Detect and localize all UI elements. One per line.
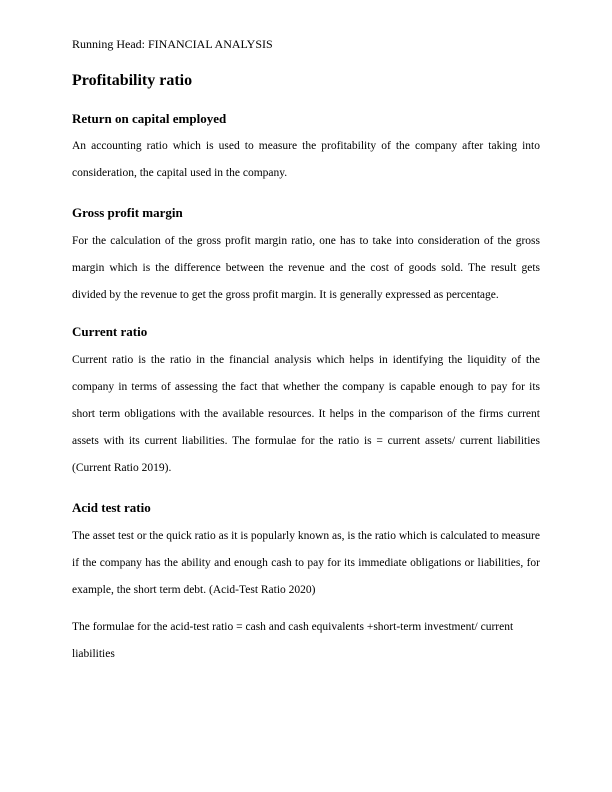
heading-current-ratio: Current ratio xyxy=(72,324,148,339)
paragraph-gross-profit-margin: For the calculation of the gross profit margin ratio, one has to take into consideration of the gross margin which is the difference between the revenue and the cost of goods sold. The result gets divided by the revenue to get the gross profit margin. It is generally expressed as percentage. xyxy=(72,235,540,301)
heading-return-on-capital-employed: Return on capital employed xyxy=(72,111,227,126)
heading-gross-profit-margin: Gross profit margin xyxy=(72,205,183,220)
paragraph-current-ratio: Current ratio is the ratio in the financial analysis which helps in identifying the liquidity of the company in terms of assessing the fact that whether the company is capable enough to pay for its short term obligations with the available resources. It helps in the comparison of the firms current assets with its current liabilities. The formulae for the ratio is = current assets/ current liabilities (Current Ratio 2019). xyxy=(72,354,540,474)
page-title: Profitability ratio xyxy=(72,72,193,89)
paragraph-return-on-capital-employed: An accounting ratio which is used to measure the profitability of the company after taking into consideration, the capital used in the company. xyxy=(72,140,540,179)
paragraph-acid-test-formula: The formulae for the acid-test ratio = cash and cash equivalents +short-term investment/ current liabilities xyxy=(72,621,514,660)
heading-acid-test-ratio: Acid test ratio xyxy=(72,500,151,515)
running-head: Running Head: FINANCIAL ANALYSIS xyxy=(72,37,273,51)
paragraph-acid-test-ratio: The asset test or the quick ratio as it is popularly known as, is the ratio which is calculated to measure if the company has the ability and enough cash to pay for its immediate obligations or liabilities, for example, the short term debt. (Acid-Test Ratio 2020) xyxy=(72,530,540,596)
